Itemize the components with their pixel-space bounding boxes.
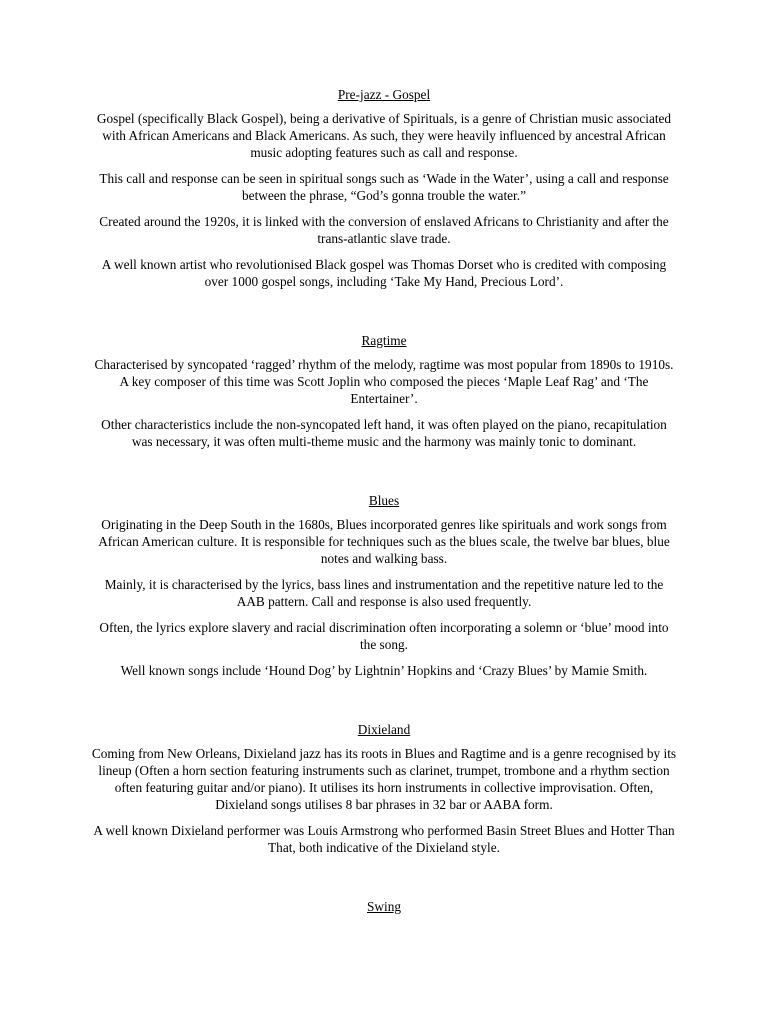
paragraph: A well known Dixieland performer was Louis Armstrong who performed Basin Street Blues and Hotter Than That, both indicative of the Dixieland style. [93,823,675,855]
section-heading: Swing [367,899,401,914]
paragraph: Characterised by syncopated ‘ragged’ rhythm of the melody, ragtime was most popular from 1890s to 1910s. A key composer of this time was Scott Joplin who composed the pieces ‘Maple Leaf Rag’ and ‘The Entertainer’. [94,357,674,406]
paragraph: Gospel (specifically Black Gospel), being a derivative of Spirituals, is a genre of Christian music associated with African Americans and Black Americans. As such, they were heavily influenced by ancestral African music adopting features such as call and response. [96,111,672,160]
section-ragtime [90,332,678,450]
section-blues [90,492,678,679]
section-spacer [90,688,678,721]
section-spacer [90,299,678,332]
section-gospel [90,86,678,290]
section-swing [90,898,678,915]
paragraph: Mainly, it is characterised by the lyrics, bass lines and instrumentation and the repetitive nature led to the AAB pattern. Call and response is also used frequently. [104,577,664,609]
paragraph: A well known artist who revolutionised Black gospel was Thomas Dorset who is credited with composing over 1000 gospel songs, including ‘Take My Hand, Precious Lord’. [101,257,667,289]
section-spacer [90,459,678,492]
paragraph: Well known songs include ‘Hound Dog’ by Lightnin’ Hopkins and ‘Crazy Blues’ by Mamie Smith. [120,663,648,678]
section-heading: Ragtime [361,333,407,348]
section-dixieland [90,721,678,856]
paragraph: Coming from New Orleans, Dixieland jazz has its roots in Blues and Ragtime and is a genre recognised by its lineup (Often a horn section featuring instruments such as clarinet, trumpet, trombone and a rhythm section often featuring guitar and/or piano). It utilises its horn instruments in collective improvisation. Often, Dixieland songs utilises 8 bar phrases in 32 bar or AABA form. [91,746,677,812]
section-spacer [90,865,678,898]
paragraph: Often, the lyrics explore slavery and racial discrimination often incorporating a solemn or ‘blue’ mood into the song. [99,620,669,652]
paragraph: This call and response can be seen in spiritual songs such as ‘Wade in the Water’, using a call and response between the phrase, “God’s gonna trouble the water.” [99,171,669,203]
section-heading: Dixieland [357,722,411,737]
paragraph: Other characteristics include the non-syncopated left hand, it was often played on the piano, recapitulation was necessary, it was often multi-theme music and the harmony was mainly tonic to dominant. [101,417,667,449]
section-heading: Pre-jazz - Gospel [337,87,431,102]
document-page [90,86,678,922]
section-heading: Blues [368,493,400,508]
paragraph: Originating in the Deep South in the 1680s, Blues incorporated genres like spirituals and work songs from African American culture. It is responsible for techniques such as the blues scale, the twelve bar blues, blue notes and walking bass. [98,517,670,566]
paragraph: Created around the 1920s, it is linked with the conversion of enslaved Africans to Christianity and after the trans-atlantic slave trade. [99,214,669,246]
